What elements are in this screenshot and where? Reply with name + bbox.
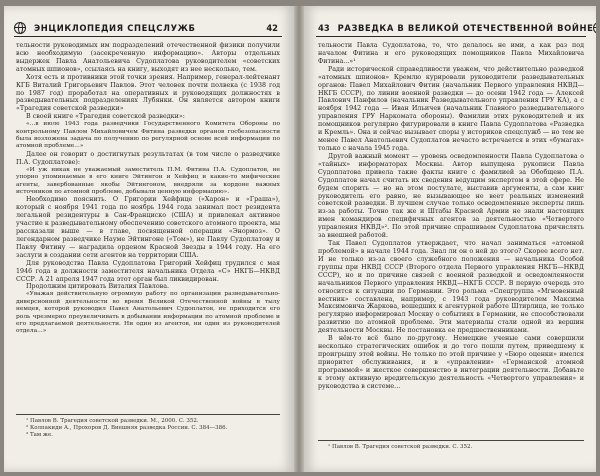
left-paragraph: Продолжим цитировать Виталия Павлова. [26, 283, 170, 291]
globe-icon [14, 22, 26, 34]
left-paragraph: Хотя есть и противники этой точки зрения. Например, генерал-лейтенант КГБ Виталий Григорьевич Павлов. Этот человек почти полвека (с 1938 год по 1987 год) проработал на оперативных и руководящих должностях в разведывательных подразделениях Лубянки. Он является автором книги «Трагедия советской разведки» [16, 73, 280, 113]
left-paragraph: В своей книге «Трагедия советской разведки»: [26, 113, 185, 121]
left-paragraph: Далее он говорит о достигнутых результатах (в том числе о разведчике П.А. Судоплатове): [16, 150, 280, 166]
left-header-title: ЭНЦИКЛОПЕДИЯ СПЕЦСЛУЖБ [34, 23, 196, 33]
right-paragraph: Ради исторической справедливости уважем, что действительно разведкой «атомных шпионов» Кремлю курировали руководители разведывательных органов: Павел Михайлович Фитин (начальник Первого управления НКВД—НКГБ СССР), по линии военной разведки — до осени 1942 года — Алексей Павлович Панфилов (начальник Разведывательного управления ГРУ КА), а с ноября 1942 года — Иван Ильичев (начальник Главного разведывательного управления ГРУ Наркомата обороны). Фамилии этих руководителей и их помощников регулярно фигурировали в книге Павла Судоплатова «Разведка и Кремль». Она и сейчас вызывает споры у историков спецслужб — но тем не менее Павел Анатольевич Судоплатов нечасто встречается в этих «бумагах» только с начала 1945 года. [318, 65, 584, 152]
right-paragraph: Так Павел Судоплатов утверждает, что начал заниматься «атомной проблемой» в начале 1944 года. Знал ли он о ней до этого? Скорее всего нет. И не только из-за своего служебного положения — начальника Особой группы при НКВД СССР (Второго отдела Первого управления НКГБ—НКВД СССР), но и по причине связей с военной разведкой и осведомленности начальников Первого управления НКВД—НКГБ СССР. В первую очередь это относится к ситуации по Германии. Это рольма «Спецгруппа «Мгновенный вестник» составлена, например, с 1943 года руководителем Максима Максимовича Жаркова, вошедших к агентурной работе Штирлица, не только регулярно информировал Москву о событиях в Германии, не способствовали развитию по атомной проблеме. Эти материалы стали одной из вершин деятельности Москвы. Не постановка ее предшественниками. [318, 240, 584, 335]
left-page-body [16, 42, 280, 336]
right-page [304, 6, 596, 472]
book-gutter [294, 6, 304, 472]
footnote: ² Колпакиди А., Прохоров Д. Внешняя разведка России. С. 384—386. [26, 425, 228, 431]
left-page-number: 42 [266, 23, 278, 33]
right-page-body [318, 42, 584, 391]
right-footnotes [318, 440, 584, 451]
right-paragraph: Другой важный момент — уровень осведомленности Павла Судоплатова о «тайных» информаторах Москвы. Автор выпущена рукописи Павла Судоплатова привела такие факты книге с фамилией за Обобщено П.А. Судоплатов начал считать их сведения ведущим экспертом в этой сфере. Не будем спорить — но на этом постулате, выставив аргументы, а сам книг руководитель его равно, не вызывающее не веет реальных изменений советской разведки. В лучшем случае только осведомленные эксперты лишь из-за работы. Точно так же и Штабы Красной Армии не знали настоящих имен командиров специфичных агентов за деятельностью «Четвертого управления НКВД»². По этой причине спрашиваем Судоплатова причислять за внешней работой. [318, 152, 584, 240]
left-page [4, 6, 294, 472]
globe-icon [593, 22, 596, 34]
right-paragraph: В нём-то всё было по-другому. Немецкие ученые сами совершили несколько стратегических ошибок и до того пошли путем, приведшему к проигрышу этой войны. Не только по этой причине у «Бюро оценки» имелся приоритет обслуживания, и в «управлении» «Германской атомной программой» и жесткое совершенство в интеграции деятельности. Добавьте к этому активную вредительскую деятельность «Четвертого управления» и руководства в системе... [318, 335, 584, 390]
left-quote: «Уважая действительную огромную работу по организации разведывательно-диверсионной деятельности во время Великой Отечественной войны в тылу немцев, которой руководил Павел Анатольевич Судоплатов, не приходится его роль чрезмерно преувеличивать в добывании информации по атомной проблеме и его предлагаемой деятельности. Ни один из агентов, ни один из руководителей отдела...» [16, 291, 280, 335]
left-quote: «И уж никак не уважаемый заместитель П.М. Фитина П.А. Судоплатов, не упорно упоминаемые в его книге Эйтингон и Хейфиц и какие-то мифические агенты, завербованные якобы Эйтингоном, внедряли за кордоне важных источников по атомной проблеме, добывали ценную информацию». [16, 166, 280, 195]
left-footnotes [16, 414, 280, 439]
footnote: ³ Там же. [26, 432, 53, 438]
left-page-header [14, 20, 282, 37]
footnote: ¹ Павлов В. Трагедия советской разведки. С. 352. [328, 444, 473, 450]
right-page-number: 43 [318, 23, 330, 33]
left-paragraph: Для руководства Павла Судоплатова Григорий Хейфиц трудился с мая 1946 года в должности заместителя начальника Отдела «С» НКГБ—НКВД СССР. А 21 апреля 1947 года этот орган был ликвидирован. [16, 259, 280, 283]
right-header-title: РАЗВЕДКА В ВЕЛИКОЙ ОТЕЧЕСТВЕННОЙ ВОЙНЕ [337, 23, 594, 33]
right-paragraph: тельности Павла Судоплатова, то, что делалось не ими, а как раз под началом Фитина и его руководящих помощников Павла Михайловича Фитина...»¹ [318, 42, 584, 65]
left-quote: «...в июле 1943 года разведчики Государственного Комитета Обороны по контрольному Павлом Михайловичем Фитина разведки органов госбезопасности была возложена задача по получению по регулярной основе всей информации по атомной проблеме...» [16, 121, 280, 150]
footnote: ¹ Павлов В. Трагедия советской разведки. М., 2000. С. 352. [26, 418, 199, 424]
left-paragraph: тельности руководимых им подразделений отечественной физики получили всю необходимую (засекреченную информацию». Авторы отдельных выдержек Павла Анатольевича Судоплатова руководителем «советских атомных шпионов», ссылаясь на книгу, выходят из нее несколько, тем. [16, 42, 280, 73]
right-page-header [316, 20, 594, 37]
left-paragraph: Необходимо пояснить. О Григории Хейфице («Харон» и «Граша»), который с ноября 1941 года по ноябрь 1944 года занимал пост резидента легальной резидентуры в Сан-Франциско (США) и привлекал активное участие к разведывательному обеспечению советского атомного проекта, мы рассказали выше — в главе, посвященной операции «Энормоз». О легендарном разведчике Науме Эйтингоне («Том»), не Павлу Судоплатову и Павлу Фитину — наградила орденом Красной Звезды в 1944 году. На его заслуги в создании сети агентов на территории США. [16, 196, 280, 259]
